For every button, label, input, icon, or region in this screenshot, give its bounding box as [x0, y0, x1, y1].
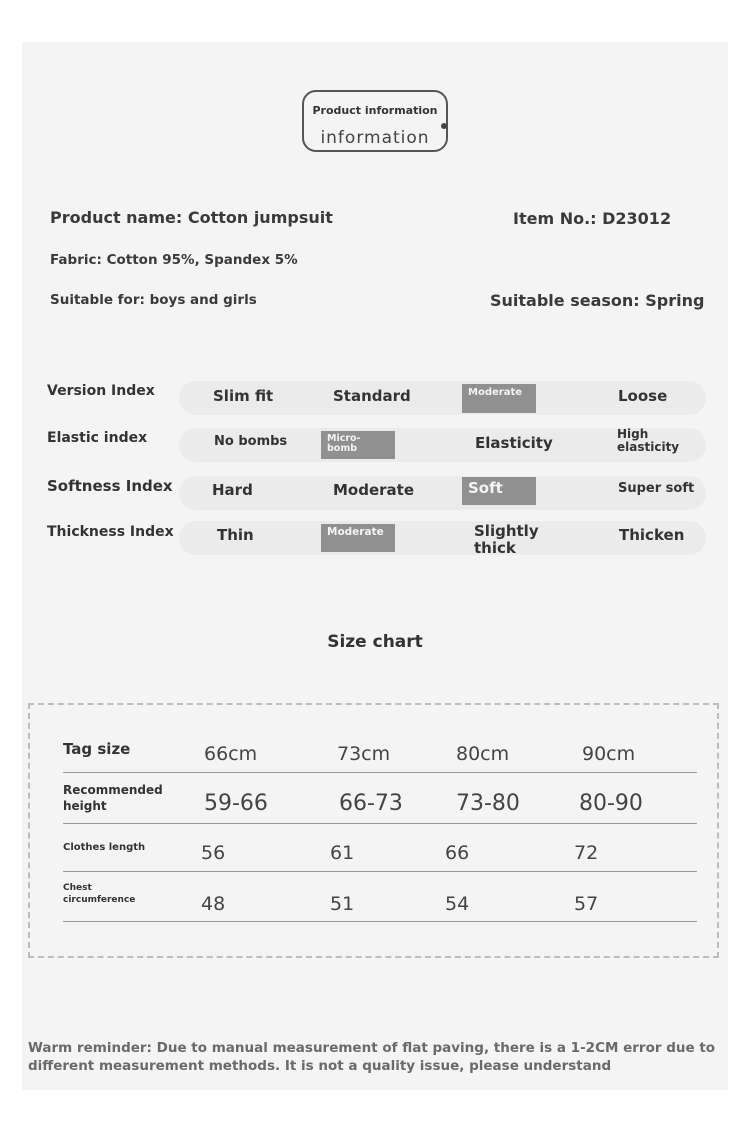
index-option: No bombs: [214, 434, 288, 449]
index-option-selected: Moderate: [321, 524, 395, 552]
size-cell: 56: [201, 842, 226, 864]
size-cell: 66cm: [204, 743, 258, 765]
size-chart-title: Size chart: [327, 632, 423, 652]
size-cell: 80cm: [456, 743, 510, 765]
index-option: Super soft: [618, 481, 695, 496]
product-name: Product name: Cotton jumpsuit: [50, 208, 333, 227]
index-option: High elasticity: [617, 427, 680, 455]
index-option: Slim fit: [213, 387, 274, 405]
warm-reminder: Warm reminder: Due to manual measurement of flat paving, there is a 1-2CM error due to different measurement methods. It is not a quality issue, please understand: [28, 1040, 716, 1075]
size-row-label: Recommended height: [63, 783, 163, 813]
size-cell: 73cm: [337, 743, 391, 765]
index-option: Loose: [618, 387, 668, 405]
size-cell: 48: [201, 893, 226, 915]
size-cell: 61: [330, 842, 355, 864]
size-cell: 59-66: [204, 791, 268, 816]
index-option: Thin: [217, 526, 254, 544]
size-chart-box: [28, 703, 719, 958]
item-number: Item No.: D23012: [513, 209, 672, 228]
index-option: Standard: [333, 387, 411, 405]
size-cell: 66-73: [339, 791, 403, 816]
size-cell: 90cm: [582, 743, 636, 765]
row-divider: [63, 921, 697, 922]
index-label: Version Index: [47, 383, 155, 399]
size-cell: 80-90: [579, 791, 643, 816]
size-cell: 72: [574, 842, 599, 864]
badge-small-text: Product information: [312, 104, 438, 117]
row-divider: [63, 823, 697, 824]
index-option-selected: Micro- bomb: [321, 431, 395, 459]
size-cell: 57: [574, 893, 599, 915]
badge-big-text: information: [320, 128, 430, 148]
index-option: Elasticity: [475, 434, 553, 452]
size-cell: 54: [445, 893, 470, 915]
suitable-for: Suitable for: boys and girls: [50, 292, 257, 308]
size-row-label: Clothes length: [63, 842, 146, 853]
index-label: Softness Index: [47, 477, 173, 495]
fabric-info: Fabric: Cotton 95%, Spandex 5%: [50, 252, 298, 268]
size-row-label: Chest circumference: [63, 883, 136, 905]
index-option: Hard: [212, 481, 253, 499]
product-information-badge: [302, 90, 448, 152]
index-option-selected: Soft: [462, 477, 536, 505]
row-divider: [63, 871, 697, 872]
size-cell: 51: [330, 893, 355, 915]
index-option: Moderate: [333, 481, 415, 499]
size-cell: 66: [445, 842, 470, 864]
index-label: Elastic index: [47, 430, 148, 446]
badge-dot-icon: [441, 123, 447, 129]
index-option: Slightly thick: [474, 522, 539, 557]
size-row-label: Tag size: [63, 740, 131, 758]
index-option: Thicken: [619, 526, 685, 544]
size-cell: 73-80: [456, 791, 520, 816]
index-option-selected: Moderate: [462, 384, 536, 413]
index-label: Thickness Index: [47, 524, 174, 540]
suitable-season: Suitable season: Spring: [490, 291, 705, 310]
row-divider: [63, 772, 697, 773]
